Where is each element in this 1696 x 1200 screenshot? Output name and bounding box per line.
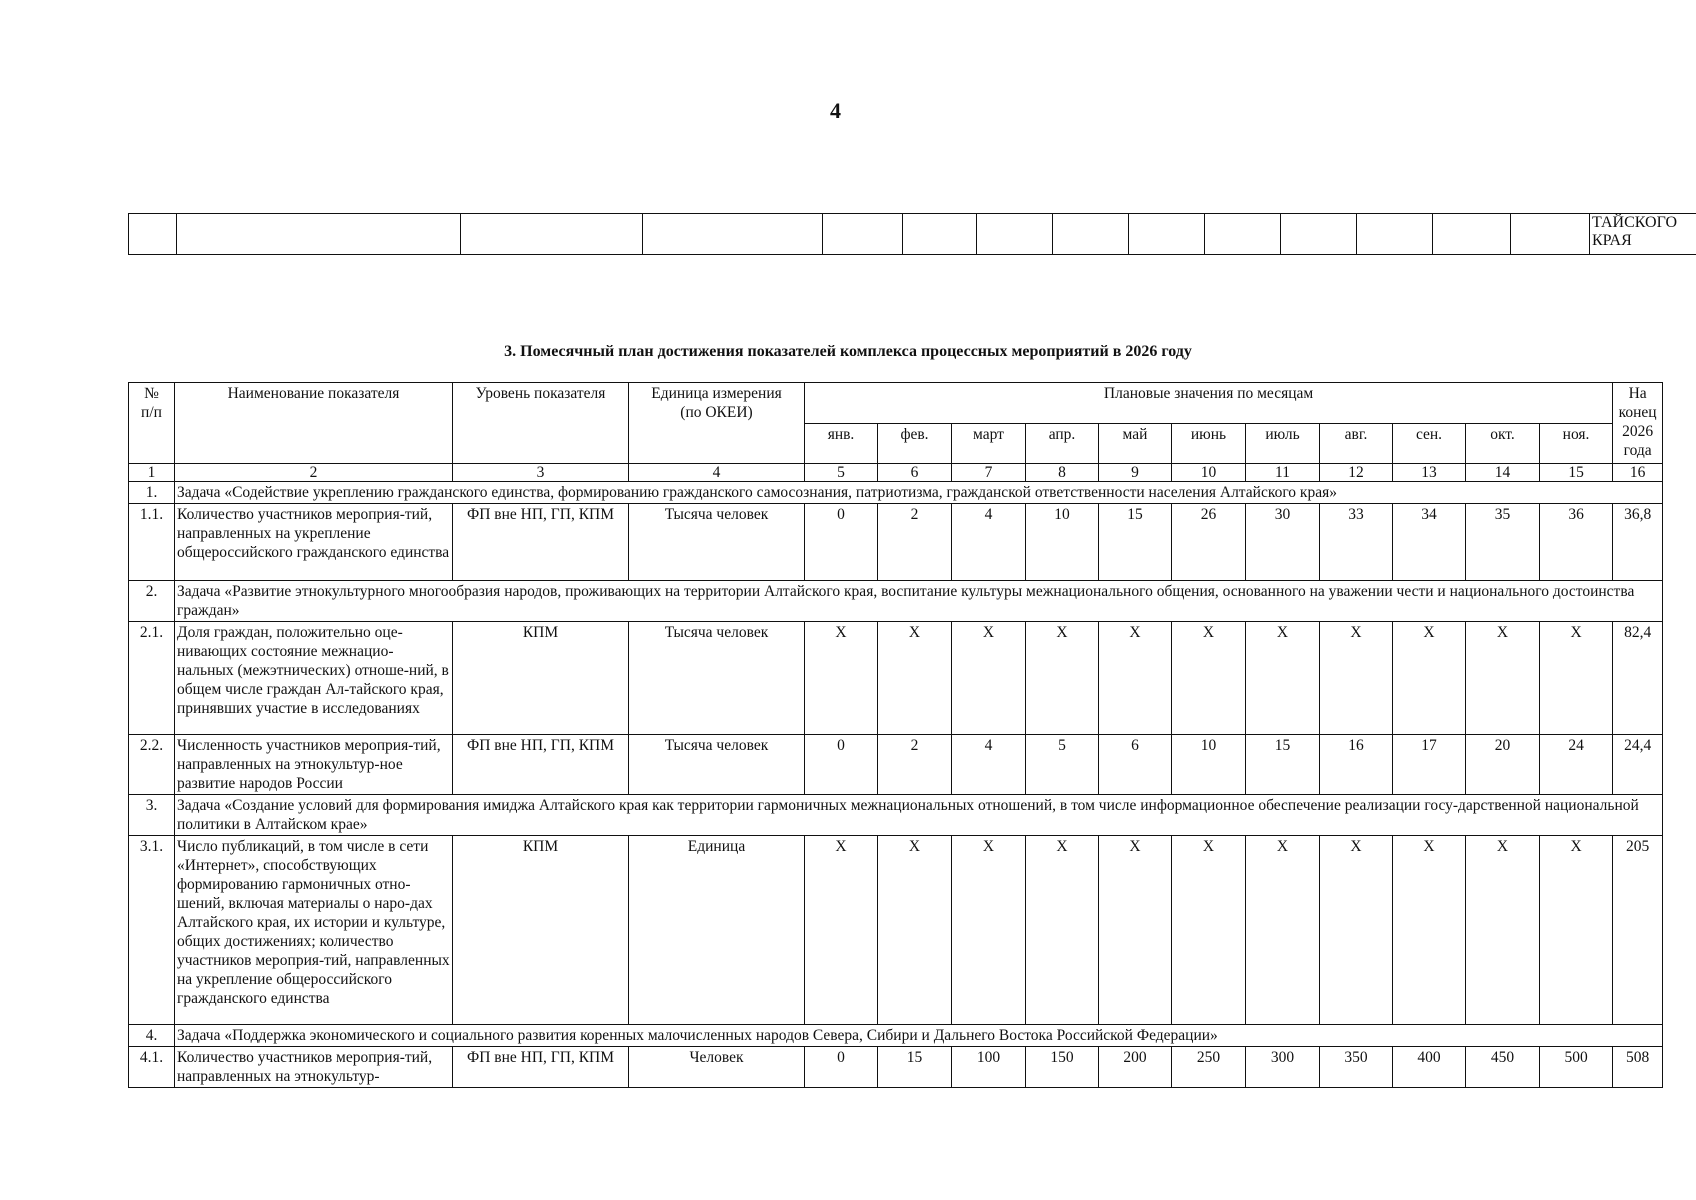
month-value: 350 bbox=[1320, 1047, 1393, 1088]
indicator-level: КПМ bbox=[453, 836, 629, 1025]
task-row bbox=[129, 482, 1663, 504]
month-value: X bbox=[1246, 836, 1320, 1025]
year-end-value: 205 bbox=[1613, 836, 1663, 1025]
month-header: фев. bbox=[878, 423, 952, 464]
indicator-level: ФП вне НП, ГП, КПМ bbox=[453, 1047, 629, 1088]
row-number: 2.1. bbox=[129, 622, 175, 735]
indicator-row bbox=[129, 836, 1663, 1025]
month-header: май bbox=[1099, 423, 1172, 464]
row-number: 1.1. bbox=[129, 504, 175, 581]
column-number: 2 bbox=[175, 464, 453, 482]
indicator-name: Число публикаций, в том числе в сети «Интернет», способствующих формированию гармоничных отно-шений, включая материалы о наро-дах Алтайского края, их истории и культуре, общих достижениях; количество участников мероприя-тий, направленных на укрепление общероссийского гражданского единства bbox=[175, 836, 453, 1025]
month-value: 15 bbox=[878, 1047, 952, 1088]
month-value: 250 bbox=[1172, 1047, 1246, 1088]
task-row bbox=[129, 795, 1663, 836]
indicator-level: ФП вне НП, ГП, КПМ bbox=[453, 504, 629, 581]
indicator-unit: Тысяча человек bbox=[629, 504, 805, 581]
month-value: 300 bbox=[1246, 1047, 1320, 1088]
month-header: июнь bbox=[1172, 423, 1246, 464]
month-value: X bbox=[1466, 622, 1540, 735]
month-value: X bbox=[1540, 836, 1613, 1025]
section-title: 3. Помесячный план достижения показателей комплекса процессных мероприятий в 2026 году bbox=[504, 343, 1192, 360]
month-value: X bbox=[1026, 622, 1099, 735]
month-value: 30 bbox=[1246, 504, 1320, 581]
row-number: 2.2. bbox=[129, 735, 175, 795]
column-number: 3 bbox=[453, 464, 629, 482]
month-value: X bbox=[1099, 622, 1172, 735]
header-unit: Единица измерения (по ОКЕИ) bbox=[629, 383, 805, 464]
column-number: 9 bbox=[1099, 464, 1172, 482]
column-number: 7 bbox=[952, 464, 1026, 482]
month-value: 2 bbox=[878, 735, 952, 795]
task-text: Задача «Создание условий для формирования имиджа Алтайского края как территории гармоничных межнациональных отношений, в том числе информационное обеспечение реализации госу-дарственной национальной политики в Алтайском крае» bbox=[175, 795, 1663, 836]
column-number: 14 bbox=[1466, 464, 1540, 482]
month-value: 450 bbox=[1466, 1047, 1540, 1088]
month-value: X bbox=[1246, 622, 1320, 735]
row-number: 3.1. bbox=[129, 836, 175, 1025]
row-number: 3. bbox=[129, 795, 175, 836]
month-value: 200 bbox=[1099, 1047, 1172, 1088]
row-number: 4.1. bbox=[129, 1047, 175, 1088]
indicator-level: ФП вне НП, ГП, КПМ bbox=[453, 735, 629, 795]
month-value: 33 bbox=[1320, 504, 1393, 581]
month-value: X bbox=[1320, 622, 1393, 735]
year-end-value: 36,8 bbox=[1613, 504, 1663, 581]
indicator-name: Количество участников мероприя-тий, направленных на этнокультур- bbox=[175, 1047, 453, 1088]
month-value: 35 bbox=[1466, 504, 1540, 581]
month-value: 10 bbox=[1172, 735, 1246, 795]
page-number: 4 bbox=[830, 98, 841, 123]
month-value: 34 bbox=[1393, 504, 1466, 581]
month-value: 100 bbox=[952, 1047, 1026, 1088]
header-row-1 bbox=[129, 383, 1663, 424]
indicator-unit: Человек bbox=[629, 1047, 805, 1088]
month-header: июль bbox=[1246, 423, 1320, 464]
month-value: X bbox=[1466, 836, 1540, 1025]
month-value: X bbox=[805, 836, 878, 1025]
month-value: 6 bbox=[1099, 735, 1172, 795]
indicator-row bbox=[129, 504, 1663, 581]
month-value: 150 bbox=[1026, 1047, 1099, 1088]
month-value: 400 bbox=[1393, 1047, 1466, 1088]
month-value: 36 bbox=[1540, 504, 1613, 581]
month-value: 16 bbox=[1320, 735, 1393, 795]
year-end-value: 82,4 bbox=[1613, 622, 1663, 735]
month-value: X bbox=[952, 622, 1026, 735]
indicators-table bbox=[128, 382, 1663, 1088]
indicator-unit: Тысяча человек bbox=[629, 622, 805, 735]
header-level: Уровень показателя bbox=[453, 383, 629, 464]
task-text: Задача «Развитие этнокультурного многообразия народов, проживающих на территории Алтайского края, воспитание культуры межнационального общения, основанного на уважении чести и национального достоинства граждан» bbox=[175, 581, 1663, 622]
month-header: янв. bbox=[805, 423, 878, 464]
column-number: 4 bbox=[629, 464, 805, 482]
month-value: X bbox=[805, 622, 878, 735]
indicator-name: Численность участников мероприя-тий, направленных на этнокультур-ное развитие народов России bbox=[175, 735, 453, 795]
row-number: 4. bbox=[129, 1025, 175, 1047]
month-value: 4 bbox=[952, 504, 1026, 581]
row-number: 2. bbox=[129, 581, 175, 622]
month-header: ноя. bbox=[1540, 423, 1613, 464]
month-value: 5 bbox=[1026, 735, 1099, 795]
month-value: 10 bbox=[1026, 504, 1099, 581]
month-header: апр. bbox=[1026, 423, 1099, 464]
task-row bbox=[129, 1025, 1663, 1047]
task-text: Задача «Содействие укреплению гражданского единства, формированию гражданского самосознания, патриотизма, гражданской ответственности населения Алтайского края» bbox=[175, 482, 1663, 504]
indicator-row bbox=[129, 735, 1663, 795]
column-number: 5 bbox=[805, 464, 878, 482]
month-value: 0 bbox=[805, 735, 878, 795]
indicator-row bbox=[129, 622, 1663, 735]
column-number: 10 bbox=[1172, 464, 1246, 482]
month-value: X bbox=[1172, 836, 1246, 1025]
indicator-unit: Тысяча человек bbox=[629, 735, 805, 795]
month-value: X bbox=[952, 836, 1026, 1025]
task-text: Задача «Поддержка экономического и социального развития коренных малочисленных народов Севера, Сибири и Дальнего Востока Российской Федерации» bbox=[175, 1025, 1663, 1047]
month-value: X bbox=[1393, 622, 1466, 735]
month-value: 2 bbox=[878, 504, 952, 581]
column-number: 1 bbox=[129, 464, 175, 482]
month-value: 500 bbox=[1540, 1047, 1613, 1088]
month-value: X bbox=[1099, 836, 1172, 1025]
row-number: 1. bbox=[129, 482, 175, 504]
header-plan: Плановые значения по месяцам bbox=[805, 383, 1613, 424]
header-name: Наименование показателя bbox=[175, 383, 453, 464]
month-header: авг. bbox=[1320, 423, 1393, 464]
indicator-name: Доля граждан, положительно оце-нивающих состояние межнацио-нальных (межэтнических) отноше-ний, в общем числе граждан Ал-тайского края, принявших участие в исследованиях bbox=[175, 622, 453, 735]
year-end-value: 508 bbox=[1613, 1047, 1663, 1088]
month-value: 15 bbox=[1246, 735, 1320, 795]
month-header: окт. bbox=[1466, 423, 1540, 464]
column-number: 8 bbox=[1026, 464, 1099, 482]
month-value: 17 bbox=[1393, 735, 1466, 795]
column-number: 16 bbox=[1613, 464, 1663, 482]
header-end: На конец 2026 года bbox=[1613, 383, 1663, 464]
column-number: 11 bbox=[1246, 464, 1320, 482]
month-value: X bbox=[878, 836, 952, 1025]
column-number: 15 bbox=[1540, 464, 1613, 482]
month-value: 15 bbox=[1099, 504, 1172, 581]
month-value: X bbox=[1026, 836, 1099, 1025]
month-value: X bbox=[1320, 836, 1393, 1025]
year-end-value: 24,4 bbox=[1613, 735, 1663, 795]
column-number: 6 bbox=[878, 464, 952, 482]
column-number: 12 bbox=[1320, 464, 1393, 482]
indicator-row bbox=[129, 1047, 1663, 1088]
month-value: X bbox=[878, 622, 952, 735]
month-header: сен. bbox=[1393, 423, 1466, 464]
month-value: 26 bbox=[1172, 504, 1246, 581]
month-value: 4 bbox=[952, 735, 1026, 795]
column-numbers-row bbox=[129, 464, 1663, 482]
table-body bbox=[129, 482, 1663, 1088]
column-number: 13 bbox=[1393, 464, 1466, 482]
month-value: X bbox=[1540, 622, 1613, 735]
continuation-last-cell: ТАЙСКОГО КРАЯ bbox=[1590, 214, 1696, 255]
month-value: 24 bbox=[1540, 735, 1613, 795]
indicator-unit: Единица bbox=[629, 836, 805, 1025]
month-value: 20 bbox=[1466, 735, 1540, 795]
indicator-level: КПМ bbox=[453, 622, 629, 735]
indicator-name: Количество участников мероприя-тий, направленных на укрепление общероссийского гражданского единства bbox=[175, 504, 453, 581]
header-num: № п/п bbox=[129, 383, 175, 464]
month-value: X bbox=[1172, 622, 1246, 735]
month-value: 0 bbox=[805, 504, 878, 581]
month-value: 0 bbox=[805, 1047, 878, 1088]
continuation-table bbox=[128, 213, 1696, 255]
continuation-row bbox=[129, 214, 1696, 255]
month-value: X bbox=[1393, 836, 1466, 1025]
month-header: март bbox=[952, 423, 1026, 464]
task-row bbox=[129, 581, 1663, 622]
